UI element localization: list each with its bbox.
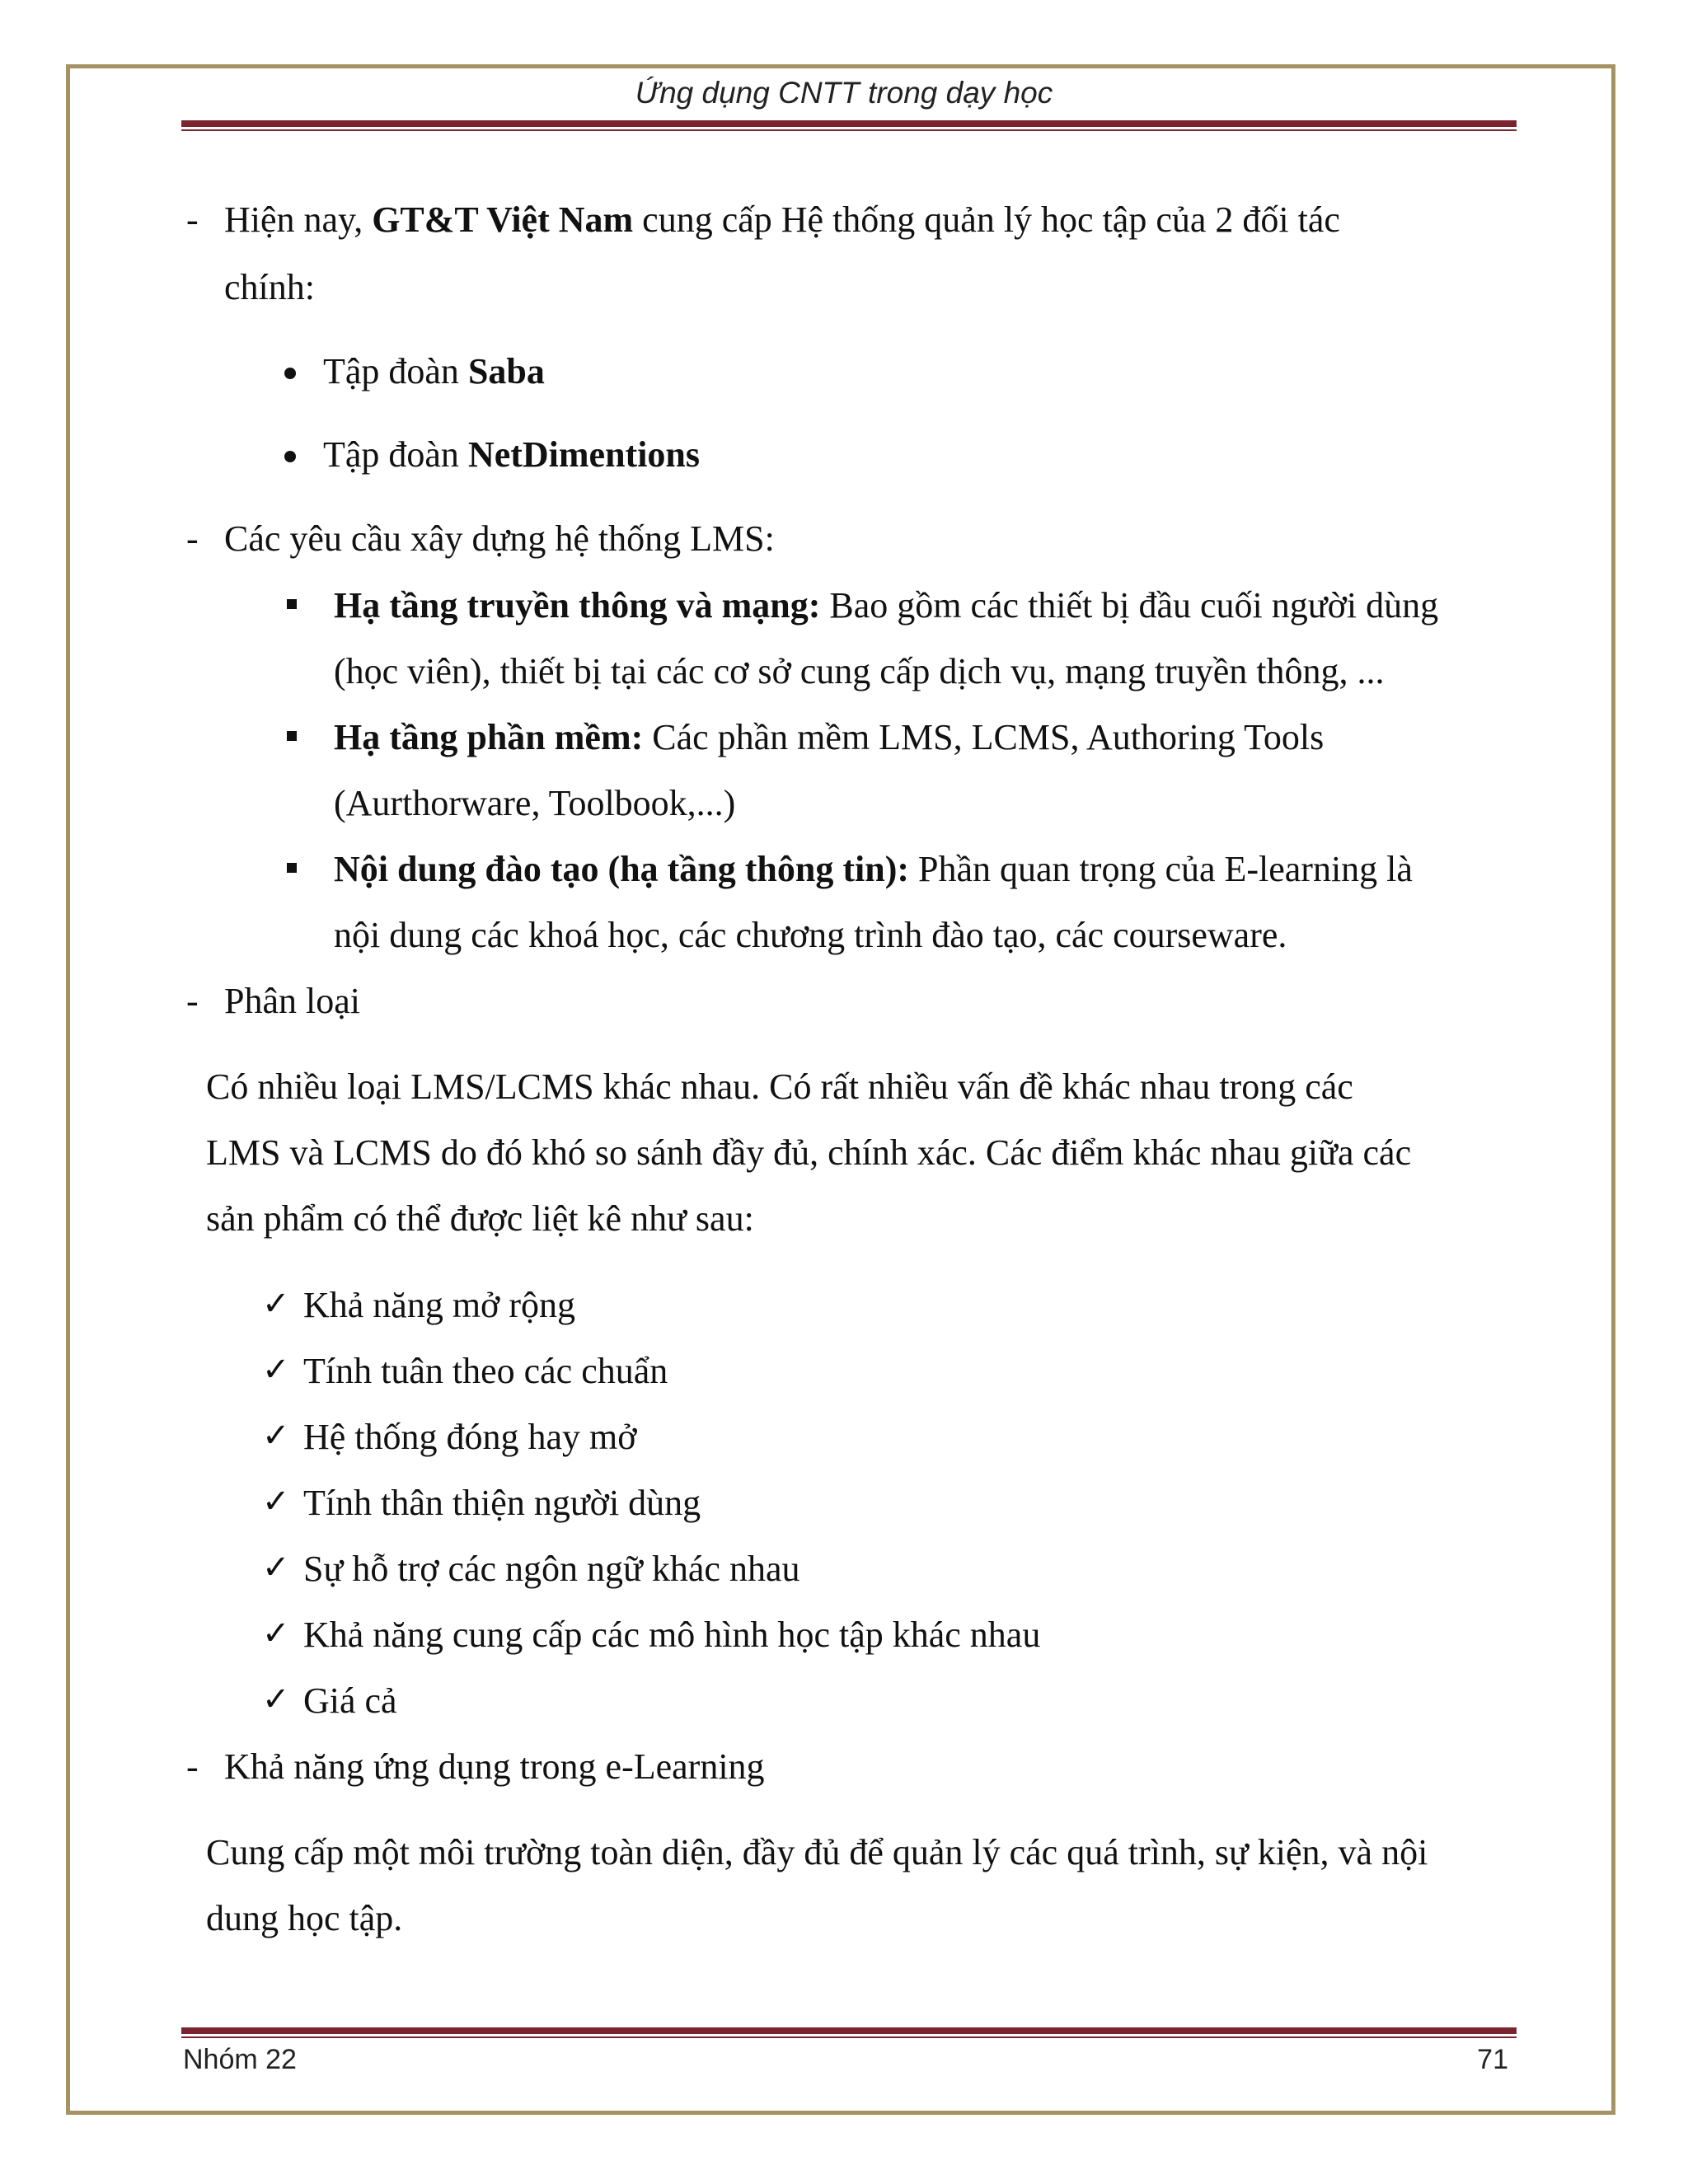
requirement-item: Nội dung đào tạo (hạ tầng thông tin): Phần quan trọng của E-learning là: [334, 849, 1413, 889]
footer-group: Nhóm 22: [183, 2044, 297, 2075]
check-item: Hệ thống đóng hay mở: [303, 1417, 637, 1457]
check-item: Khả năng cung cấp các mô hình học tập khác nhau: [303, 1615, 1041, 1655]
check-item: Sự hỗ trợ các ngôn ngữ khác nhau: [303, 1549, 800, 1589]
header-title: Ứng dụng CNTT trong dạy học: [635, 76, 1053, 110]
checkmark-icon: ✓: [262, 1417, 290, 1455]
intro-lead: Hiện nay,: [224, 199, 373, 240]
intro-rest: cung cấp Hệ thống quản lý học tập của 2 đối tác: [633, 199, 1340, 240]
paragraph-line: Có nhiều loại LMS/LCMS khác nhau. Có rất nhiều vấn đề khác nhau trong các: [206, 1066, 1353, 1107]
check-item: Khả năng mở rộng: [303, 1285, 575, 1325]
check-item: Giá cả: [303, 1680, 397, 1721]
requirements-heading: Các yêu cầu xây dựng hệ thống LMS:: [224, 518, 775, 559]
dash-marker: -: [186, 1746, 199, 1787]
page-number: 71: [1477, 2044, 1508, 2075]
checkmark-icon: ✓: [262, 1285, 290, 1323]
intro-cont: chính:: [224, 267, 315, 307]
paragraph-line: sản phẩm có thể được liệt kê như sau:: [206, 1198, 754, 1239]
requirement-item-cont: (Aurthorware, Toolbook,...): [334, 783, 736, 823]
checkmark-icon: ✓: [262, 1680, 290, 1718]
checkmark-icon: ✓: [262, 1483, 290, 1521]
paragraph-line: Cung cấp một môi trường toàn diện, đầy đủ để quản lý các quá trình, sự kiện, và nội: [206, 1832, 1428, 1872]
classification-heading: Phân loại: [224, 981, 360, 1021]
dash-marker: -: [186, 518, 199, 559]
square-bullet-icon: [287, 731, 297, 741]
partner-item: Tập đoàn NetDimentions: [323, 434, 701, 475]
application-heading: Khả năng ứng dụng trong e-Learning: [224, 1746, 765, 1787]
requirement-item: Hạ tầng phần mềm: Các phần mềm LMS, LCMS, Authoring Tools: [334, 717, 1325, 757]
partner-item: Tập đoàn Saba: [323, 351, 545, 391]
checkmark-icon: ✓: [262, 1615, 290, 1652]
check-item: Tính tuân theo các chuẩn: [303, 1351, 668, 1391]
bullet-dot-icon: [284, 368, 296, 379]
square-bullet-icon: [287, 863, 297, 873]
footer-rule: [181, 2027, 1517, 2038]
requirement-item-cont: (học viên), thiết bị tại các cơ sở cung cấp dịch vụ, mạng truyền thông, ...: [334, 651, 1385, 691]
square-bullet-icon: [287, 599, 297, 609]
dash-marker: -: [186, 199, 199, 240]
requirement-item: Hạ tầng truyền thông và mạng: Bao gồm các thiết bị đầu cuối người dùng: [334, 585, 1439, 626]
check-item: Tính thân thiện người dùng: [303, 1483, 701, 1523]
intro-line: [224, 199, 1340, 240]
dash-marker: -: [186, 981, 199, 1021]
checkmark-icon: ✓: [262, 1351, 290, 1389]
paragraph-line: dung học tập.: [206, 1898, 403, 1938]
checkmark-icon: ✓: [262, 1549, 290, 1586]
intro-company: GT&T Việt Nam: [372, 199, 634, 240]
requirement-item-cont: nội dung các khoá học, các chương trình đào tạo, các courseware.: [334, 915, 1287, 955]
header-rule: [181, 120, 1517, 131]
paragraph-line: LMS và LCMS do đó khó so sánh đầy đủ, chính xác. Các điểm khác nhau giữa các: [206, 1132, 1412, 1173]
bullet-dot-icon: [284, 451, 296, 462]
